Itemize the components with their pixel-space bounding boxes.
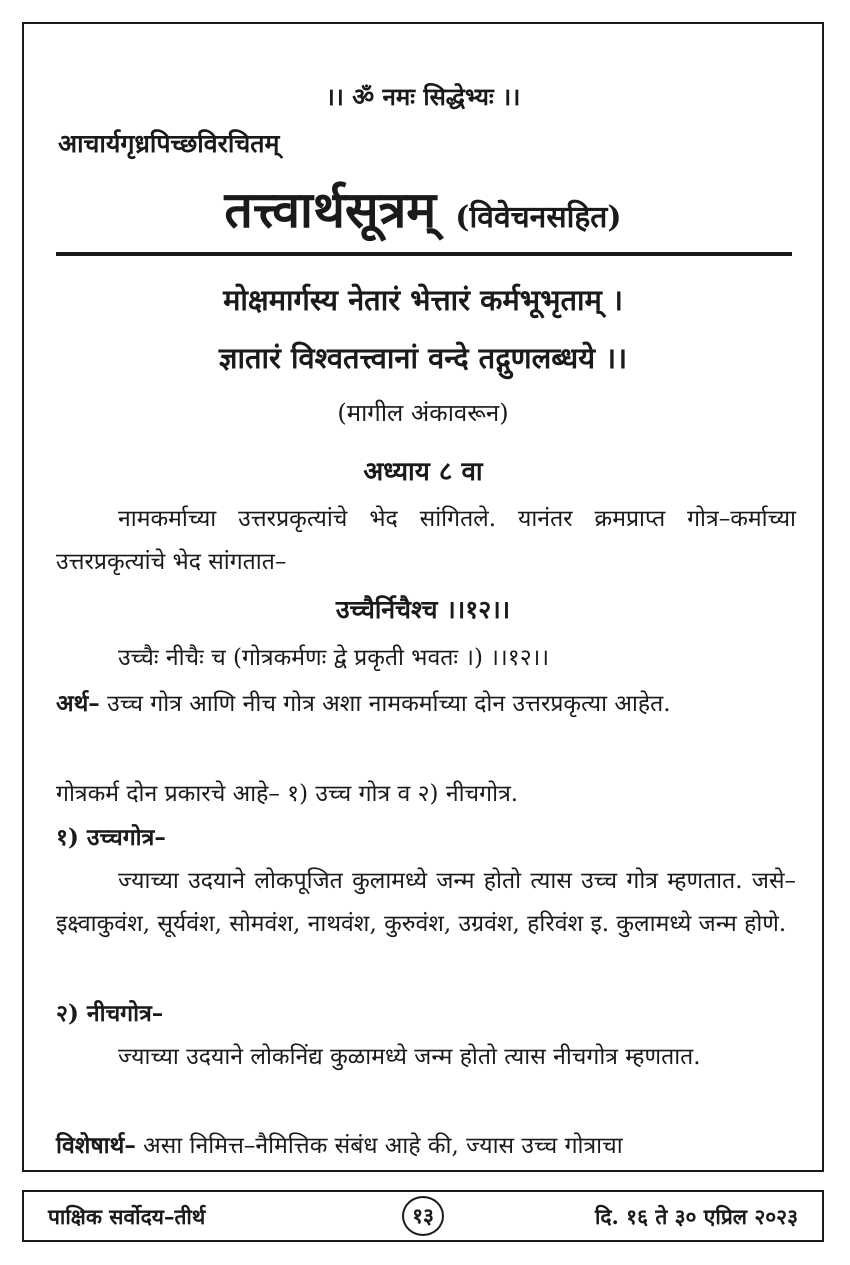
types-line: गोत्रकर्म दोन प्रकारचे आहे– १) उच्च गोत्र व २) नीचगोत्र. (56, 781, 519, 807)
meaning-label: अर्थ– (56, 690, 100, 717)
section2-text: ज्याच्या उदयाने लोकनिंद्य कुळामध्ये जन्म होतो त्यास नीचगोत्र म्हणतात. (118, 1044, 701, 1070)
meaning-text: उच्च गोत्र आणि नीच गोत्र अशा नामकर्माच्या दोन उत्तरप्रकृत्या आहेत. (99, 691, 671, 717)
section2-heading: २) नीचगोत्र– (56, 1000, 164, 1027)
section1-text: ज्याच्या उदयाने लोकपूजित कुलामध्ये जन्म होतो त्यास उच्च गोत्र म्हणतात. जसे– इक्ष्वाकुवंश, सूर्यवंश, सोमवंश, नाथवंश, कुरुवंश, उग्रवंश, हरिवंश इ. कुलामध्ये जन्म होणे. (56, 868, 796, 937)
meaning-paragraph (56, 682, 796, 726)
intro-paragraph: नामकर्माच्या उत्तरप्रकृत्यांचे भेद सांगितले. यानंतर क्रमप्राप्त गोत्र–कर्माच्या उत्तरप्रकृत्यांचे भेद सांगतात– (56, 506, 796, 575)
special-paragraph (56, 1124, 796, 1168)
page-number: १३ (402, 1196, 444, 1236)
special-label: विशेषार्थ– (56, 1132, 136, 1159)
author-line: आचार्यगृध्रपिच्छविरचितम् (58, 129, 280, 158)
page-title: तत्त्वार्थसूत्रम् (224, 180, 437, 239)
title-block (24, 174, 822, 242)
continued-note: (मागील अंकावरून) (337, 399, 509, 427)
chapter-heading: अध्याय ८ वा (363, 457, 483, 487)
verse-line-2: ज्ञातारं विश्वतत्त्वानां वन्दे तद्गुणलब्धये ।। (218, 341, 628, 375)
publication-name: पाक्षिक सर्वोदय–तीर्थ (48, 1204, 206, 1229)
sutra-gloss: उच्चैः नीचैः च (गोत्रकर्मणः द्वे प्रकृती भवतः ।) ।।१२।। (118, 645, 550, 671)
page-subtitle: (विवेचनसहित) (455, 200, 622, 235)
verse-line-1: मोक्षमार्गस्य नेतारं भेत्तारं कर्मभूभृताम् । (223, 283, 623, 317)
page-footer (22, 1190, 824, 1242)
title-rule (56, 252, 792, 256)
issue-date: दि. १६ ते ३० एप्रिल २०२३ (594, 1204, 798, 1229)
special-text: असा निमित्त–नैमित्तिक संबंध आहे की, ज्यास उच्च गोत्राचा (135, 1133, 623, 1159)
section1-heading: १) उच्चगोत्र– (56, 824, 166, 851)
page-frame (22, 22, 824, 1172)
invocation: ।। ॐ नमः सिद्धेभ्यः ।। (325, 82, 521, 111)
sutra-text: उच्चैर्निचैश्च ।।१२।। (335, 595, 511, 624)
